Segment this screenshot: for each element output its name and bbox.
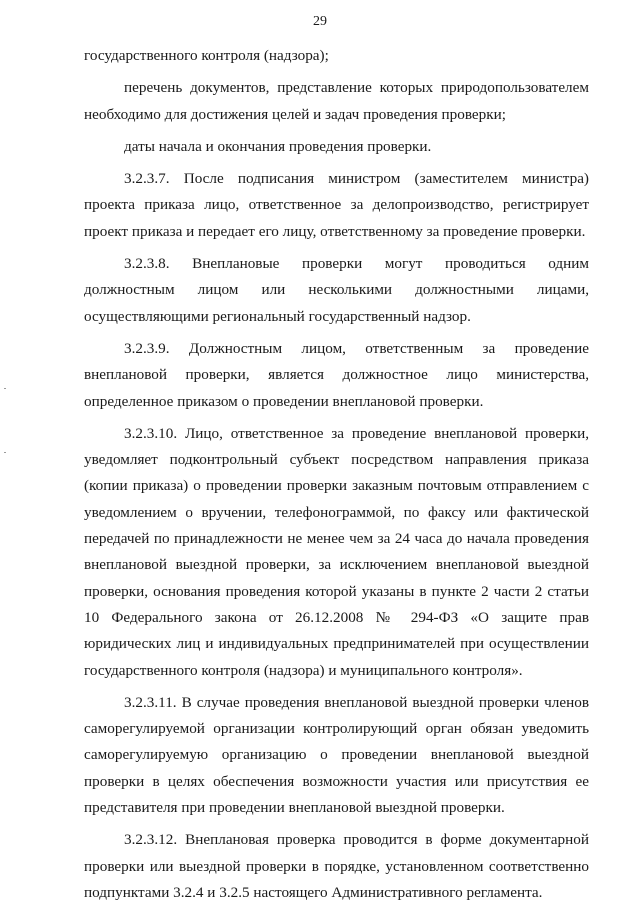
- paragraph-line: 10 Федерального закона от 26.12.2008 № 294-ФЗ «О защите прав: [84, 608, 589, 626]
- paragraph-line: проект приказа и передает его лицу, ответственному за проведение проверки.: [84, 222, 586, 240]
- paragraph-line: 3.2.3.10. Лицо, ответственное за проведение внеплановой проверки,: [124, 424, 589, 442]
- paragraph: [84, 421, 589, 684]
- paragraph-line: осуществляющими региональный государственный надзор.: [84, 307, 471, 325]
- paragraph-line: проверки или выездной проверки в порядке, установленном соответственно: [84, 857, 589, 875]
- paragraph: [84, 75, 589, 128]
- paragraph-line: 3.2.3.7. После подписания министром (заместителем министра): [124, 170, 589, 188]
- paragraph: [84, 134, 589, 160]
- paragraph-line: 3.2.3.8. Внеплановые проверки могут проводиться одним: [124, 255, 589, 273]
- paragraph-line: уведомлением о вручении, телефонограммой, по факсу или фактической: [84, 503, 589, 521]
- paragraph: [84, 336, 589, 415]
- paragraph-line: перечень документов, представление которых природопользователем: [124, 79, 589, 97]
- paragraph-line: проверки в целях обеспечения возможности участия или присутствия ее: [84, 772, 589, 790]
- paragraph-line: государственного контроля (надзора);: [84, 47, 329, 64]
- paragraph: [84, 827, 589, 906]
- paragraph-line: внеплановой проверки, является должностное лицо министерства,: [84, 366, 589, 384]
- paragraph-line: проекта приказа лицо, ответственное за делопроизводство, регистрирует: [84, 196, 589, 214]
- paragraph-line: подпунктами 3.2.4 и 3.2.5 настоящего Административного регламента.: [84, 883, 543, 901]
- paragraph-line: должностным лицом или несколькими должностными лицами,: [84, 281, 589, 299]
- paragraph-line: юридических лиц и индивидуальных предпринимателей при осуществлении: [84, 635, 589, 653]
- paragraph-line: 3.2.3.9. Должностным лицом, ответственным за проведение: [124, 339, 589, 357]
- paragraph-line: 3.2.3.12. Внеплановая проверка проводится в форме документарной: [124, 831, 589, 849]
- paragraph: [84, 43, 589, 69]
- paragraph-line: проверки, основания проведения которой указаны в пункте 2 части 2 статьи: [84, 582, 589, 600]
- paragraph-line: саморегулируемой организации контролирующий орган обязан уведомить: [84, 720, 589, 738]
- paragraph: [84, 166, 589, 245]
- paragraph-line: передачей по принадлежности не менее чем за 24 часа до начала проведения: [84, 530, 589, 548]
- paragraph: [84, 690, 589, 821]
- paragraph-line: государственного контроля (надзора) и муниципального контроля».: [84, 661, 523, 679]
- paragraph: [84, 251, 589, 330]
- scan-artifact: [4, 388, 6, 389]
- document-body: [84, 43, 589, 912]
- paragraph-line: определенное приказом о проведении внеплановой проверки.: [84, 392, 484, 410]
- paragraph-line: (копии приказа) о проведении проверки заказным почтовым отправлением с: [84, 477, 589, 495]
- paragraph-line: уведомляет подконтрольный субъект посредством направления приказа: [84, 451, 589, 469]
- page-number: 29: [313, 14, 327, 29]
- paragraph-line: даты начала и окончания проведения проверки.: [124, 137, 432, 155]
- paragraph-line: саморегулируемую организацию о проведении внеплановой выездной: [84, 746, 589, 764]
- paragraph-line: необходимо для достижения целей и задач проведения проверки;: [84, 105, 506, 123]
- paragraph-line: 3.2.3.11. В случае проведения внеплановой выездной проверки членов: [124, 693, 589, 711]
- paragraph-line: внеплановой выездной проверки, за исключением внеплановой выездной: [84, 556, 589, 574]
- paragraph-line: представителя при проведении внеплановой выездной проверки.: [84, 799, 505, 817]
- scan-artifact: [4, 452, 6, 453]
